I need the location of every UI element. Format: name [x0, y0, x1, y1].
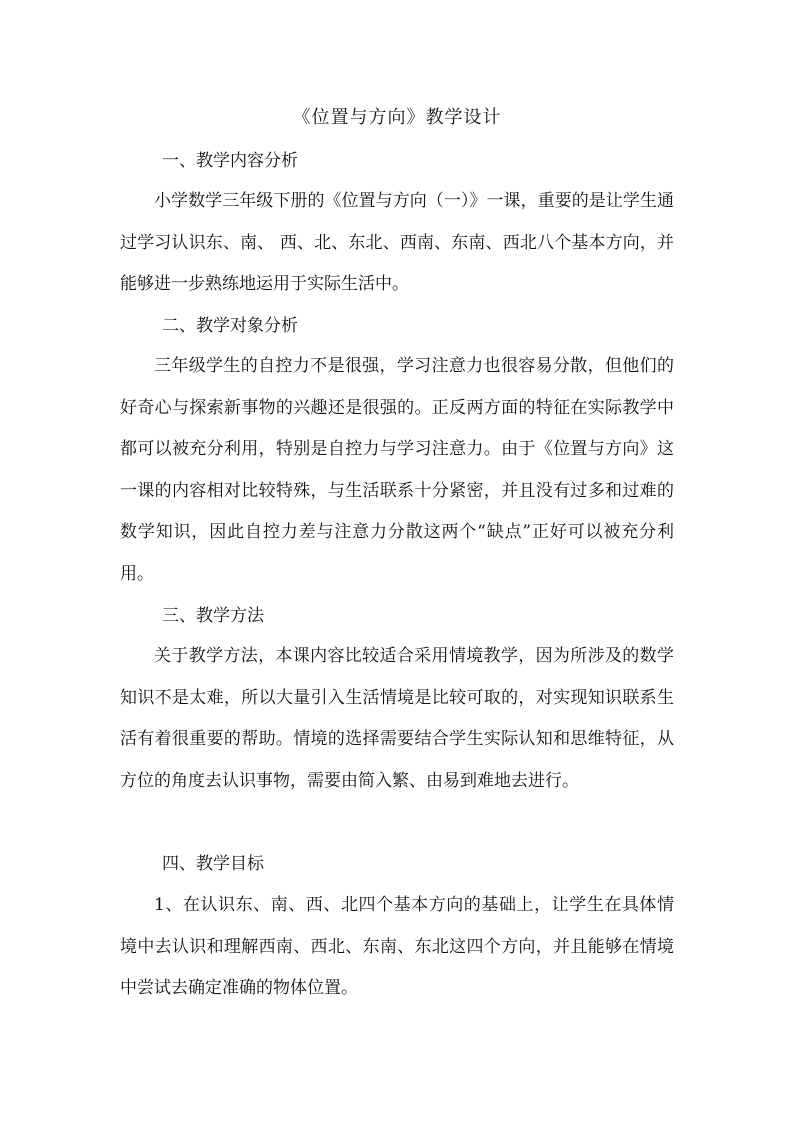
section-heading-student-analysis: 二、教学对象分析 [162, 316, 298, 336]
section-heading-content-analysis: 一、教学内容分析 [162, 151, 298, 171]
section-heading-teaching-method: 三、教学方法 [162, 606, 264, 626]
paragraph-student-analysis: 三年级学生的自控力不是很强，学习注意力也很容易分散，但他们的好奇心与探索新事物的兴趣还是很强的。正反两方面的特征在实际教学中都可以被充分利用，特别是自控力与学习注意力。由于《位置与方向》这一课的内容相对比较特殊，与生活联系十分紧密，并且没有过多和过难的数学知识，因此自控力差与注意力分散这两个“缺点”正好可以被充分利用。 [120, 356, 674, 584]
document-title: 《位置与方向》教学设计 [292, 107, 502, 128]
paragraph-content-analysis: 小学数学三年级下册的《位置与方向（一）》一课，重要的是让学生通过学习认识东、南、 西、北、东北、西南、东南、西北八个基本方向，并能够进一步熟练地运用于实际生活中。 [120, 191, 674, 294]
paragraph-teaching-method: 关于教学方法，本课内容比较适合采用情境教学，因为所涉及的数学知识不是太难，所以大量引入生活情境是比较可取的，对实现知识联系生活有着很重要的帮助。情境的选择需要结合学生实际认知和思维特征，从方位的角度去认识事物，需要由简入繁、由易到难地去进行。 [120, 646, 674, 791]
section-heading-teaching-goals: 四、教学目标 [162, 854, 264, 874]
paragraph-teaching-goal-1: 1、在认识东、南、西、北四个基本方向的基础上，让学生在具体情境中去认识和理解西南、西北、东南、东北这四个方向，并且能够在情境中尝试去确定准确的物体位置。 [120, 895, 674, 998]
